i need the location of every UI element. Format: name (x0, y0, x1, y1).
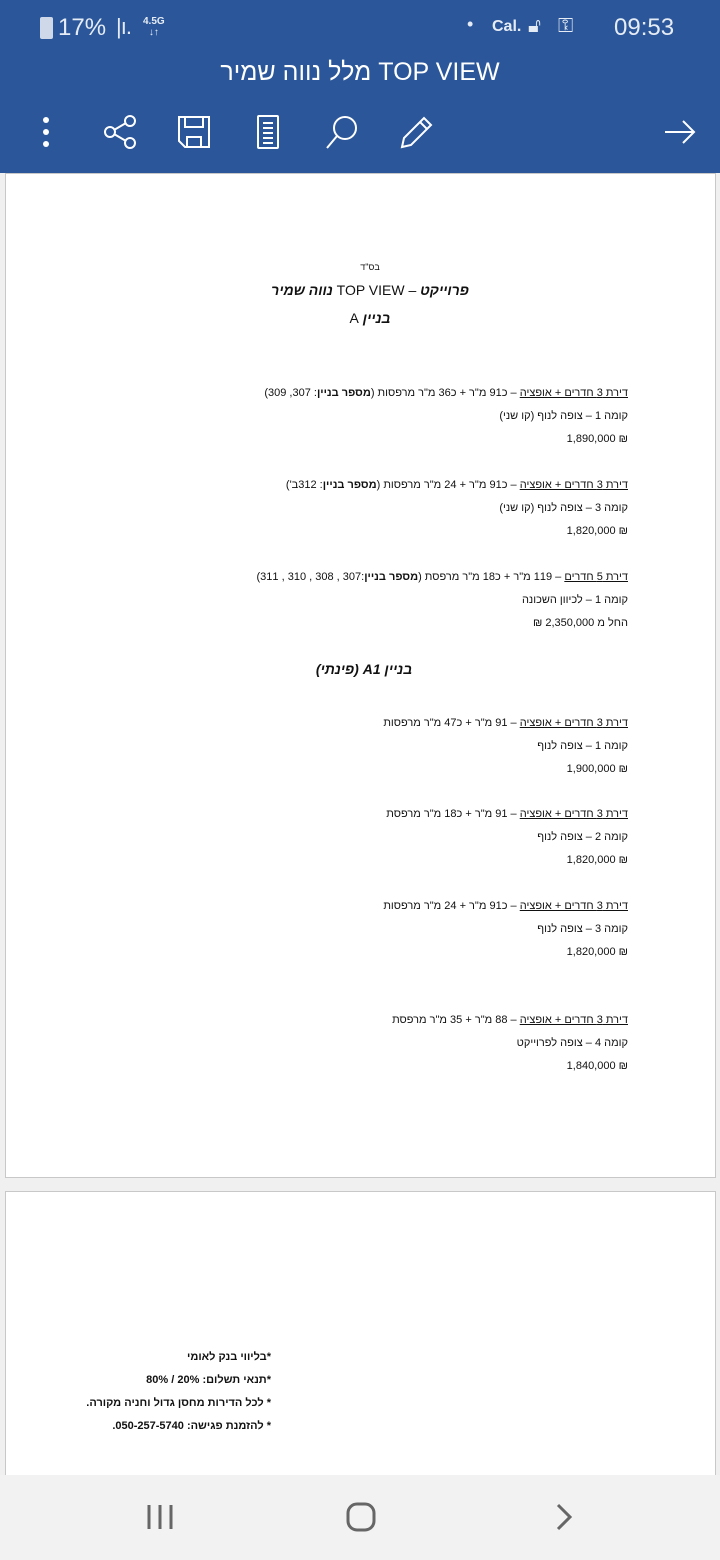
battery-icon (40, 17, 53, 39)
footer-note: * לכל הדירות מחסן גדול וחניה מקורה. (86, 1397, 271, 1409)
carrier-label: Cal. (492, 18, 522, 35)
apartment-type: דירת 3 חדרים + אופציה (519, 387, 628, 399)
price: ₪ 1,820,000 (566, 946, 628, 958)
apartment-size: – כ91 מ"ר + כ36 מ"ר מרפסות ( (370, 387, 520, 399)
apartment-size: – 119 מ"ר + כ18 מ"ר מרפסת ( (418, 571, 565, 583)
floor-view: קומה 1 – צופה לנוף (קו שני) (499, 410, 628, 422)
apartment-size: – 91 מ"ר + כ47 מ"ר מרפסות (383, 717, 520, 729)
apartment-size: – כ91 מ"ר + 24 מ"ר מרפסות (383, 900, 520, 912)
heading-part: נווה שמיר (271, 282, 333, 298)
search-icon (324, 114, 360, 150)
listing-title (264, 386, 628, 400)
status-bar (0, 12, 720, 46)
building-number-label: מספר בניין (364, 571, 419, 583)
building-a1-heading: בניין A1 (פינתי) (315, 661, 413, 677)
top-note: בס"ד (360, 262, 380, 272)
listing-floor (537, 922, 628, 936)
apartment-type: דירת 3 חדרים + אופציה (519, 1014, 628, 1026)
listing-price (567, 432, 628, 446)
more-options-button[interactable] (26, 112, 66, 152)
price: החל מ 2,350,000 ₪ (532, 617, 628, 629)
heading-part: A (349, 310, 363, 326)
apartment-type: דירת 5 חדרים (564, 571, 628, 583)
lock-icon: 🔓︎ (528, 15, 541, 37)
recent-apps-button[interactable] (135, 1497, 185, 1537)
clock: 09:53 (614, 14, 675, 41)
floor-view: קומה 3 – צופה לנוף (537, 923, 628, 935)
data-arrows-icon: ↓↑ (148, 27, 159, 38)
recent-apps-icon (145, 1503, 175, 1531)
notification-dot-icon: • (467, 14, 474, 34)
document-heading (6, 281, 720, 299)
share-button[interactable] (100, 112, 140, 152)
apartment-size: – 91 מ"ר + כ18 מ"ר מרפסת (386, 808, 520, 820)
listing-title (286, 478, 628, 492)
heading-part: – TOP VIEW (332, 282, 421, 298)
building-number-label: מספר בניין (322, 479, 377, 491)
floor-view: קומה 1 – לכיוון השכונה (521, 594, 628, 606)
search-button[interactable] (322, 112, 362, 152)
listing-price (567, 762, 628, 776)
back-button[interactable] (539, 1497, 589, 1537)
apartment-type: דירת 3 חדרים + אופציה (519, 808, 628, 820)
listing-price (567, 853, 628, 867)
mobile-view-icon (256, 114, 280, 150)
footer-note: *תנאי תשלום: 20% / 80% (146, 1374, 271, 1386)
reading-view-button[interactable] (248, 112, 288, 152)
listing-price (533, 616, 628, 630)
building-a-heading (6, 309, 720, 327)
heading-part: פרוייקט (420, 282, 469, 298)
signal-icon: |ı. (116, 14, 131, 39)
building-numbers: : 307, 309) (264, 387, 317, 399)
share-icon (103, 115, 137, 149)
listing-price (567, 524, 628, 538)
save-button[interactable] (174, 112, 214, 152)
listing-floor (499, 501, 628, 515)
price: ₪ 1,840,000 (566, 1060, 628, 1072)
apartment-size: – 88 מ"ר + 35 מ"ר מרפסת (392, 1014, 520, 1026)
listing-title (257, 570, 629, 584)
home-button[interactable] (336, 1497, 386, 1537)
listing-title (386, 807, 628, 821)
save-icon (177, 115, 211, 149)
building-numbers: :307 , 308 , 310 , 311) (256, 571, 365, 583)
listing-floor (522, 593, 628, 607)
floor-view: קומה 4 – צופה לפרוייקט (516, 1037, 628, 1049)
arrow-right-icon (663, 119, 697, 145)
system-nav-bar (0, 1475, 720, 1560)
pencil-icon (398, 114, 434, 150)
footer-note: *בליווי בנק לאומי (187, 1351, 271, 1363)
network-label: 4.5G (143, 16, 165, 27)
price: ₪ 1,820,000 (566, 854, 628, 866)
network-type (143, 16, 165, 38)
apartment-type: דירת 3 חדרים + אופציה (519, 717, 628, 729)
price: ₪ 1,900,000 (566, 763, 628, 775)
price: ₪ 1,890,000 (566, 433, 628, 445)
document-page-2 (5, 1191, 716, 1476)
building-numbers: : 312ב') (285, 479, 323, 491)
listing-floor (517, 1036, 628, 1050)
floor-view: קומה 1 – צופה לנוף (537, 740, 628, 752)
listing-floor (537, 739, 628, 753)
listing-price (567, 1059, 628, 1073)
listing-price (567, 945, 628, 959)
apartment-size: – כ91 מ"ר + 24 מ"ר מרפסות ( (376, 479, 520, 491)
footer-note: * להזמנת פגישה: 050-257-5740. (112, 1420, 271, 1432)
home-icon (345, 1501, 377, 1533)
vpn-key-icon: ⚿ (558, 15, 574, 37)
battery-level: 17% (58, 14, 107, 41)
document-page-1 (5, 173, 716, 1178)
listing-title (392, 1013, 628, 1027)
edit-button[interactable] (396, 112, 436, 152)
forward-button[interactable] (660, 112, 700, 152)
more-vertical-icon (41, 116, 51, 148)
listing-title (383, 716, 628, 730)
apartment-type: דירת 3 חדרים + אופציה (519, 900, 628, 912)
heading-part: בניין (362, 310, 391, 326)
listing-title (383, 899, 628, 913)
listing-floor (537, 830, 628, 844)
price: ₪ 1,820,000 (566, 525, 628, 537)
document-title: מלל נווה שמיר TOP VIEW (220, 58, 500, 86)
app-bar (0, 0, 720, 173)
floor-view: קומה 3 – צופה לנוף (קו שני) (499, 502, 628, 514)
chevron-right-icon (554, 1502, 574, 1532)
apartment-type: דירת 3 חדרים + אופציה (519, 479, 628, 491)
floor-view: קומה 2 – צופה לנוף (537, 831, 628, 843)
building-number-label: מספר בניין (316, 387, 371, 399)
listing-floor (499, 409, 628, 423)
